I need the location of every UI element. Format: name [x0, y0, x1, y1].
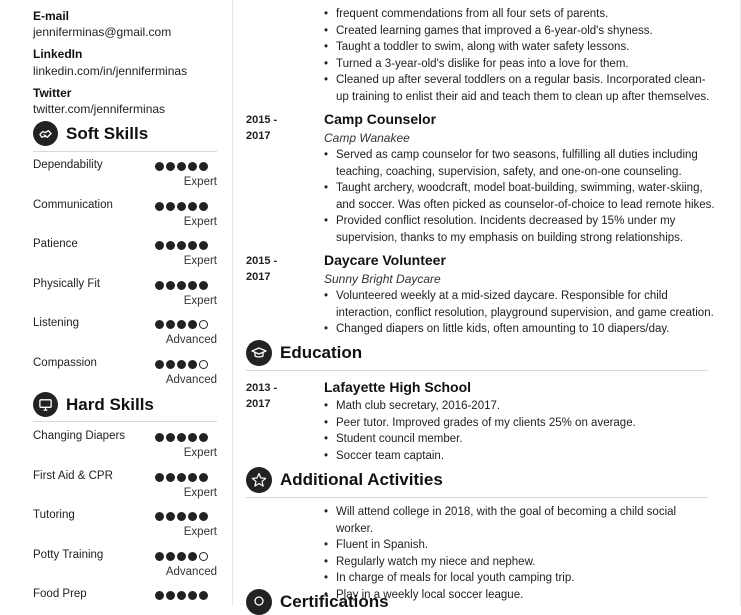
education-header [246, 340, 362, 366]
rating-dot-filled [155, 241, 164, 250]
list-item: • Regularly watch my niece and nephew. [324, 554, 716, 571]
list-item: • Provided conflict resolution. Incidents decreased by 15% under my supervision, thanks to my emphasis on building strong relationships. [324, 213, 716, 246]
skill-name: Compassion [33, 356, 97, 369]
rating-dot-filled [155, 512, 164, 521]
skill-name: Communication [33, 198, 113, 211]
job-date-end: 2017 [246, 271, 271, 283]
hard-skills-header [33, 392, 154, 417]
rating-dot-empty [199, 360, 208, 369]
skill-rating [155, 202, 208, 211]
linkedin-label: LinkedIn [33, 47, 83, 61]
skill-name: First Aid & CPR [33, 469, 113, 482]
hard-skills-title: Hard Skills [66, 394, 154, 414]
rating-dot-filled [166, 433, 175, 442]
list-item: • Volunteered weekly at a mid-sized daycare. Responsible for child interaction, conflict resolution, playground supervision, and game creation. [324, 288, 716, 321]
job-bullets [324, 288, 716, 338]
rating-dot-filled [166, 473, 175, 482]
skill-rating [155, 241, 208, 250]
skill-rating [155, 473, 208, 482]
rating-dot-filled [199, 473, 208, 482]
skill-rating [155, 591, 208, 600]
education-date-start: 2013 - [246, 382, 278, 394]
education-title: Education [280, 343, 363, 362]
school-name: Lafayette High School [324, 379, 472, 395]
skill-name: Potty Training [33, 548, 104, 561]
hard-skills-rule [33, 421, 217, 422]
rating-dot-filled [188, 360, 197, 369]
list-item: • Fluent in Spanish. [324, 537, 716, 554]
rating-dot-filled [166, 360, 175, 369]
rating-dot-filled [166, 202, 175, 211]
skill-level: Advanced [165, 373, 217, 386]
rating-dot-filled [177, 281, 186, 290]
rating-dot-filled [199, 202, 208, 211]
rating-dot-filled [166, 281, 175, 290]
skill-rating [155, 512, 208, 521]
rating-dot-filled [155, 473, 164, 482]
rating-dot-filled [155, 281, 164, 290]
rating-dot-filled [188, 241, 197, 250]
skill-name: Tutoring [33, 509, 75, 521]
company-name: Camp Wanakee [324, 131, 410, 145]
rating-dot-filled [188, 552, 197, 561]
rating-dot-filled [177, 202, 186, 211]
rating-dot-filled [166, 552, 175, 561]
list-item: • In charge of meals for local youth camping trip. [324, 570, 716, 587]
list-item: • Play in a weekly local soccer league. [324, 587, 716, 604]
rating-dot-filled [188, 162, 197, 171]
skill-name: Food Prep [33, 588, 87, 600]
job-date-start: 2015 - [246, 255, 278, 267]
skill-level: Advanced [165, 334, 217, 346]
list-item: • Math club secretary, 2016-2017. [324, 398, 716, 415]
activities-rule [246, 497, 708, 498]
rating-dot-filled [166, 591, 175, 600]
graduation-cap-icon [246, 340, 272, 366]
list-item: • Cleaned up after several toddlers on a regular basis. Incorporated clean-up training to enlist their aid and teach them to clean up after themselves. [324, 72, 716, 105]
twitter-label: Twitter [33, 86, 72, 100]
list-item: • frequent commendations from all four sets of parents. [324, 6, 716, 23]
skill-name: Patience [33, 238, 78, 250]
rating-dot-filled [188, 591, 197, 600]
skill-rating [155, 552, 208, 561]
star-icon [246, 467, 272, 493]
education-rule [246, 370, 708, 371]
job-title: Daycare Volunteer [324, 252, 446, 268]
skill-level: Expert [183, 447, 217, 459]
rating-dot-filled [199, 281, 208, 290]
job-date-start: 2015 - [246, 114, 278, 126]
certificate-icon [246, 589, 272, 615]
rating-dot-empty [199, 320, 208, 329]
rating-dot-filled [199, 433, 208, 442]
rating-dot-filled [166, 512, 175, 521]
rating-dot-filled [155, 162, 164, 171]
skill-rating [155, 360, 208, 369]
rating-dot-filled [177, 360, 186, 369]
monitor-icon [33, 392, 58, 417]
rating-dot-filled [177, 162, 186, 171]
skill-name: Listening [33, 317, 80, 329]
activities-title: Additional Activities [280, 470, 443, 489]
list-item: • Student council member. [324, 431, 716, 448]
skill-name: Changing Diapers [33, 430, 126, 442]
skill-level: Advanced [165, 565, 217, 578]
job-title: Camp Counselor [324, 111, 437, 127]
rating-dot-filled [155, 360, 164, 369]
rating-dot-filled [188, 433, 197, 442]
column-divider [232, 0, 233, 606]
list-item: • Turned a 3-year-old's dislike for peas into a love for them. [324, 56, 716, 73]
skill-level: Expert [183, 215, 217, 228]
skill-rating [155, 281, 208, 290]
list-item: • Taught a toddler to swim, along with water safety lessons. [324, 39, 716, 56]
email-value[interactable]: jenniferminas@gmail.com [33, 25, 172, 39]
rating-dot-filled [177, 552, 186, 561]
rating-dot-filled [155, 591, 164, 600]
list-item: • Soccer team captain. [324, 448, 716, 465]
certifications-header [246, 589, 389, 615]
rating-dot-filled [166, 241, 175, 250]
education-date-end: 2017 [246, 398, 271, 410]
rating-dot-filled [199, 162, 208, 171]
skill-level: Expert [183, 176, 217, 188]
list-item: • Will attend college in 2018, with the goal of becoming a child social worker. [324, 504, 716, 537]
list-item: • Changed diapers on little kids, often amounting to 10 diapers/day. [324, 321, 716, 338]
job-date-end: 2017 [246, 130, 271, 142]
rating-dot-filled [188, 473, 197, 482]
linkedin-value[interactable]: linkedin.com/in/jenniferminas [33, 64, 188, 78]
rating-dot-filled [166, 320, 175, 329]
activities-header [246, 467, 443, 493]
handshake-icon [33, 121, 58, 146]
skill-level: Expert [183, 526, 217, 538]
rating-dot-filled [177, 433, 186, 442]
skill-rating [155, 433, 208, 442]
previous-job-bullets [324, 6, 716, 105]
rating-dot-filled [199, 512, 208, 521]
education-bullets [324, 398, 716, 464]
soft-skills-header [33, 121, 148, 146]
rating-dot-filled [166, 162, 175, 171]
company-name: Sunny Bright Daycare [324, 272, 441, 286]
rating-dot-filled [177, 320, 186, 329]
list-item: • Peer tutor. Improved grades of my clients 25% on average. [324, 415, 716, 432]
rating-dot-filled [188, 320, 197, 329]
rating-dot-filled [188, 281, 197, 290]
list-item: • Served as camp counselor for two seasons, fulfilling all duties including teaching, coaching, supervision, safety, and one-on-one counseling. [324, 147, 716, 180]
skill-rating [155, 320, 208, 329]
soft-skills-rule [33, 151, 217, 152]
skill-level: Expert [183, 255, 217, 267]
list-item: • Taught archery, woodcraft, model boat-building, swimming, water-skiing, and soccer. Was often picked as counselor-of-choice to lead remote hikes. [324, 180, 716, 213]
rating-dot-filled [199, 591, 208, 600]
rating-dot-filled [188, 512, 197, 521]
rating-dot-filled [177, 241, 186, 250]
job-bullets [324, 147, 716, 246]
rating-dot-empty [199, 552, 208, 561]
rating-dot-filled [177, 473, 186, 482]
rating-dot-filled [155, 433, 164, 442]
rating-dot-filled [177, 591, 186, 600]
list-item: • Created learning games that improved a 6-year-old's shyness. [324, 23, 716, 40]
skill-name: Dependability [33, 159, 103, 171]
skill-rating [155, 162, 208, 171]
skill-name: Physically Fit [33, 277, 101, 290]
rating-dot-filled [155, 202, 164, 211]
skill-level: Expert [183, 294, 217, 307]
certifications-title: Certifications [280, 592, 389, 611]
rating-dot-filled [155, 552, 164, 561]
skill-level: Expert [183, 486, 217, 499]
rating-dot-filled [188, 202, 197, 211]
email-label: E-mail [33, 9, 70, 23]
rating-dot-filled [177, 512, 186, 521]
rating-dot-filled [199, 241, 208, 250]
twitter-value[interactable]: twitter.com/jenniferminas [33, 102, 166, 116]
soft-skills-title: Soft Skills [66, 123, 149, 143]
rating-dot-filled [155, 320, 164, 329]
